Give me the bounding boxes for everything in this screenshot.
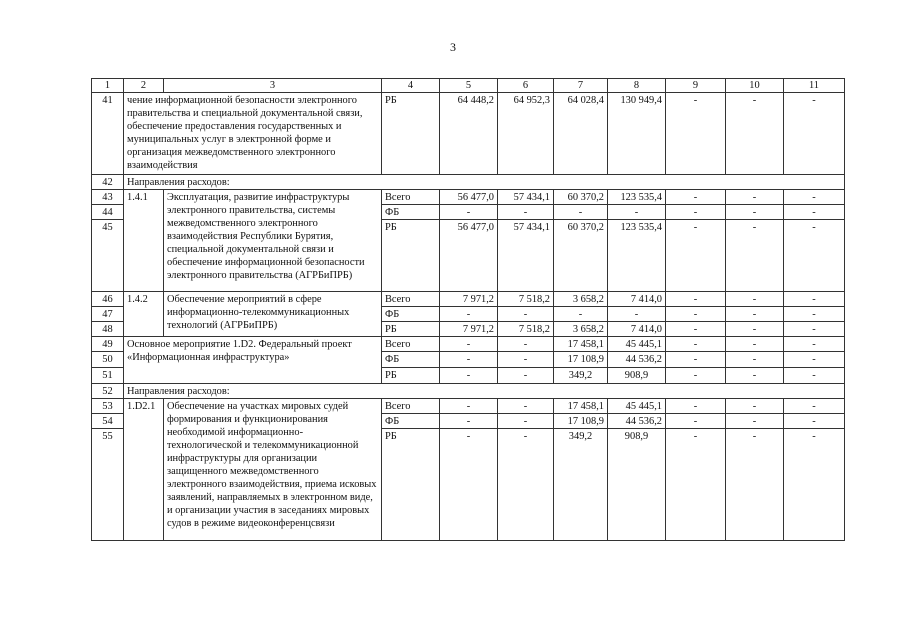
value-cell: 3 658,2 — [554, 322, 608, 337]
value-cell: - — [784, 414, 845, 429]
value-cell: 908,9 — [608, 368, 666, 384]
row-number: 41 — [92, 93, 124, 175]
value-cell: 130 949,4 — [608, 93, 666, 175]
value-cell: 123 535,4 — [608, 190, 666, 205]
value-cell: - — [498, 414, 554, 429]
row-description: Обеспечение на участках мировых судей формирования и функционирования необходимой информационно-технологической и телекоммуникационной инфраструктуры для организации защищенного межведомственного электронного взаимодействия, приема исковых заявлений, направляемых в электронном виде, и организации участия в заседаниях мировых судов в режиме видеоконференцсвязи — [164, 399, 382, 541]
value-cell: 44 536,2 — [608, 414, 666, 429]
value-cell: - — [726, 429, 784, 541]
funding-source: ФБ — [382, 352, 440, 368]
value-cell: - — [784, 352, 845, 368]
funding-source: Всего — [382, 292, 440, 307]
page-number: 3 — [450, 40, 456, 54]
value-cell: 56 477,0 — [440, 190, 498, 205]
value-cell: - — [440, 307, 498, 322]
column-header: 9 — [666, 79, 726, 93]
value-cell: - — [440, 414, 498, 429]
value-cell: - — [666, 220, 726, 292]
value-cell: - — [608, 307, 666, 322]
value-cell: - — [440, 368, 498, 384]
value-cell: 64 448,2 — [440, 93, 498, 175]
value-cell: 17 108,9 — [554, 414, 608, 429]
column-header: 7 — [554, 79, 608, 93]
row-number: 42 — [92, 175, 124, 190]
row-number: 48 — [92, 322, 124, 337]
value-cell: - — [666, 307, 726, 322]
value-cell: - — [666, 205, 726, 220]
row-number: 52 — [92, 384, 124, 399]
value-cell: - — [726, 337, 784, 352]
header-row — [92, 79, 845, 93]
table-row — [92, 190, 845, 205]
value-cell: - — [726, 352, 784, 368]
column-header: 1 — [92, 79, 124, 93]
value-cell: 44 536,2 — [608, 352, 666, 368]
value-cell: - — [784, 368, 845, 384]
value-cell: 3 658,2 — [554, 292, 608, 307]
row-number: 45 — [92, 220, 124, 292]
value-cell: 7 971,2 — [440, 322, 498, 337]
value-cell: 60 370,2 — [554, 190, 608, 205]
value-cell: - — [784, 205, 845, 220]
value-cell: 57 434,1 — [498, 220, 554, 292]
value-cell: - — [784, 292, 845, 307]
row-number: 49 — [92, 337, 124, 352]
funding-source: РБ — [382, 429, 440, 541]
funding-source: ФБ — [382, 205, 440, 220]
funding-source: Всего — [382, 190, 440, 205]
column-header: 6 — [498, 79, 554, 93]
value-cell: - — [726, 368, 784, 384]
value-cell: 7 414,0 — [608, 322, 666, 337]
column-header: 5 — [440, 79, 498, 93]
value-cell: - — [784, 93, 845, 175]
value-cell: - — [440, 337, 498, 352]
value-cell: - — [554, 205, 608, 220]
value-cell: - — [498, 399, 554, 414]
funding-source: РБ — [382, 93, 440, 175]
value-cell: 7 518,2 — [498, 292, 554, 307]
column-header: 10 — [726, 79, 784, 93]
value-cell: 908,9 — [608, 429, 666, 541]
row-number: 54 — [92, 414, 124, 429]
value-cell: - — [784, 220, 845, 292]
value-cell: 7 971,2 — [440, 292, 498, 307]
table-row — [92, 175, 845, 190]
value-cell: 57 434,1 — [498, 190, 554, 205]
value-cell: - — [608, 205, 666, 220]
column-header: 8 — [608, 79, 666, 93]
value-cell: 7 414,0 — [608, 292, 666, 307]
budget-table — [91, 78, 845, 541]
row-description: Эксплуатация, развитие инфраструктуры электронного правительства, системы межведомственного электронного взаимодействия Республики Бурятия, специальной документальной связи и обеспечение информационной безопасности электронного правительства (АГРБиПРБ) — [164, 190, 382, 292]
value-cell: - — [666, 352, 726, 368]
value-cell: - — [666, 322, 726, 337]
value-cell: - — [784, 399, 845, 414]
value-cell: 123 535,4 — [608, 220, 666, 292]
row-number: 43 — [92, 190, 124, 205]
row-description: чение информационной безопасности электронного правительства и специальной документальной связи, обеспечение предоставления государственных и муниципальных услуг в электронной форме и организация межведомственного электронного взаимодействия — [124, 93, 382, 175]
value-cell: 56 477,0 — [440, 220, 498, 292]
value-cell: 45 445,1 — [608, 337, 666, 352]
value-cell: - — [666, 292, 726, 307]
value-cell: - — [666, 429, 726, 541]
value-cell: - — [666, 190, 726, 205]
value-cell: - — [498, 429, 554, 541]
column-header: 11 — [784, 79, 845, 93]
value-cell: - — [498, 307, 554, 322]
value-cell: 60 370,2 — [554, 220, 608, 292]
value-cell: 45 445,1 — [608, 399, 666, 414]
row-number: 55 — [92, 429, 124, 541]
section-label: Направления расходов: — [124, 384, 845, 399]
funding-source: Всего — [382, 399, 440, 414]
section-label: Направления расходов: — [124, 175, 845, 190]
column-header: 4 — [382, 79, 440, 93]
value-cell: - — [440, 429, 498, 541]
row-number: 47 — [92, 307, 124, 322]
funding-source: РБ — [382, 368, 440, 384]
value-cell: - — [726, 307, 784, 322]
column-header: 2 — [124, 79, 164, 93]
value-cell: - — [498, 205, 554, 220]
value-cell: - — [726, 292, 784, 307]
row-code: 1.4.2 — [124, 292, 164, 337]
value-cell: 17 458,1 — [554, 399, 608, 414]
value-cell: - — [666, 399, 726, 414]
value-cell: - — [666, 337, 726, 352]
value-cell: - — [440, 205, 498, 220]
row-description: Основное мероприятие 1.D2. Федеральный проект «Информационная инфраструктура» — [124, 337, 382, 384]
value-cell: - — [726, 399, 784, 414]
value-cell: - — [726, 322, 784, 337]
row-number: 46 — [92, 292, 124, 307]
funding-source: РБ — [382, 322, 440, 337]
funding-source: ФБ — [382, 414, 440, 429]
row-description: Обеспечение мероприятий в сфере информационно-телекоммуникационных технологий (АГРБиПРБ) — [164, 292, 382, 337]
funding-source: Всего — [382, 337, 440, 352]
table-row — [92, 399, 845, 414]
row-number: 51 — [92, 368, 124, 384]
row-number: 50 — [92, 352, 124, 368]
value-cell: - — [666, 368, 726, 384]
row-number: 44 — [92, 205, 124, 220]
table-row — [92, 93, 845, 175]
value-cell: - — [666, 414, 726, 429]
value-cell: 349,2 — [554, 368, 608, 384]
value-cell: - — [784, 322, 845, 337]
value-cell: 349,2 — [554, 429, 608, 541]
row-code: 1.4.1 — [124, 190, 164, 292]
value-cell: - — [726, 190, 784, 205]
value-cell: - — [498, 352, 554, 368]
value-cell: - — [726, 93, 784, 175]
value-cell: 64 952,3 — [498, 93, 554, 175]
funding-source: РБ — [382, 220, 440, 292]
value-cell: 17 108,9 — [554, 352, 608, 368]
value-cell: - — [440, 399, 498, 414]
value-cell: - — [784, 337, 845, 352]
table-row — [92, 337, 845, 352]
table-row — [92, 384, 845, 399]
value-cell: 64 028,4 — [554, 93, 608, 175]
value-cell: 7 518,2 — [498, 322, 554, 337]
value-cell: - — [554, 307, 608, 322]
value-cell: - — [498, 368, 554, 384]
value-cell: - — [666, 93, 726, 175]
table-row — [92, 292, 845, 307]
value-cell: - — [784, 429, 845, 541]
value-cell: - — [784, 190, 845, 205]
value-cell: - — [726, 220, 784, 292]
row-number: 53 — [92, 399, 124, 414]
column-header: 3 — [164, 79, 382, 93]
funding-source: ФБ — [382, 307, 440, 322]
value-cell: - — [784, 307, 845, 322]
value-cell: - — [726, 414, 784, 429]
value-cell: - — [440, 352, 498, 368]
value-cell: - — [726, 205, 784, 220]
value-cell: - — [498, 337, 554, 352]
value-cell: 17 458,1 — [554, 337, 608, 352]
row-code: 1.D2.1 — [124, 399, 164, 541]
